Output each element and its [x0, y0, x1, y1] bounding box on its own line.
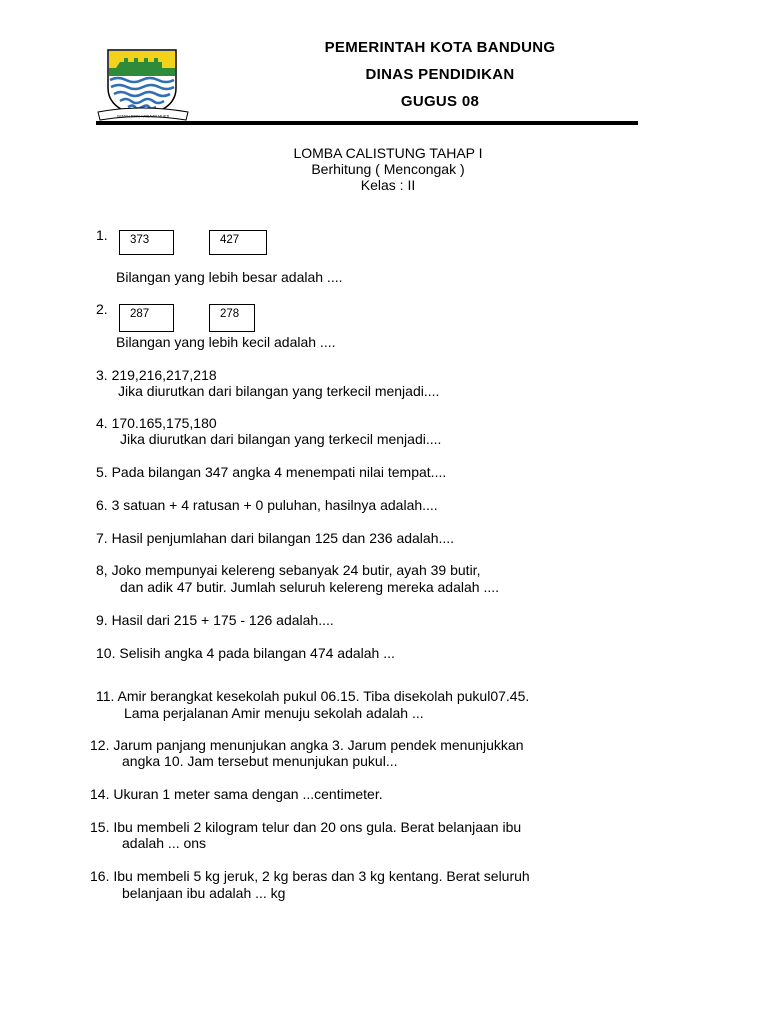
q1-text: Bilangan yang lebih besar adalah .... [116, 269, 343, 285]
q16-line-2: belanjaan ibu adalah ... kg [122, 885, 286, 901]
header-line-1: PEMERINTAH KOTA BANDUNG [324, 39, 556, 56]
q3-line-2: Jika diurutkan dari bilangan yang terkecil menjadi.... [118, 383, 440, 399]
emblem-motto: GEMAH RIPAH WIBAWA MUKTI [116, 114, 170, 119]
title-line-1: LOMBA CALISTUNG TAHAP I [293, 145, 483, 161]
q9-text: 9. Hasil dari 215 + 175 - 126 adalah.... [96, 612, 334, 628]
q11-line-1: 11. Amir berangkat kesekolah pukul 06.15. Tiba disekolah pukul07.45. [96, 688, 530, 704]
q2-number: 2. [96, 301, 108, 317]
q4-line-2: Jika diurutkan dari bilangan yang terkecil menjadi.... [120, 431, 442, 447]
q6-text: 6. 3 satuan + 4 ratusan + 0 puluhan, hasilnya adalah.... [96, 497, 438, 513]
q12-line-2: angka 10. Jam tersebut menunjukan pukul... [122, 753, 398, 769]
q7-text: 7. Hasil penjumlahan dari bilangan 125 dan 236 adalah.... [96, 530, 455, 546]
q1-box-a: 373 [119, 230, 174, 255]
header-line-3: GUGUS 08 [400, 93, 480, 110]
q16-line-1: 16. Ibu membeli 5 kg jeruk, 2 kg beras dan 3 kg kentang. Berat seluruh [90, 868, 530, 884]
q4-line-1: 4. 170.165,175,180 [96, 415, 217, 431]
q15-line-1: 15. Ibu membeli 2 kilogram telur dan 20 ons gula. Berat belanjaan ibu [90, 819, 522, 835]
q8-line-1: 8, Joko mempunyai kelereng sebanyak 24 butir, ayah 39 butir, [96, 562, 481, 578]
q14-text: 14. Ukuran 1 meter sama dengan ...centimeter. [90, 786, 383, 802]
header-line-2: DINAS PENDIDIKAN [365, 66, 515, 83]
q2-text: Bilangan yang lebih kecil adalah .... [116, 334, 336, 350]
q15-line-2: adalah ... ons [122, 835, 207, 851]
header-divider [96, 121, 638, 125]
q2-box-b: 278 [209, 304, 255, 332]
city-emblem-logo [96, 44, 190, 126]
q12-line-1: 12. Jarum panjang menunjukan angka 3. Jarum pendek menunjukkan [90, 737, 524, 753]
q1-box-b: 427 [209, 230, 267, 255]
q11-line-2: Lama perjalanan Amir menuju sekolah adalah ... [124, 705, 424, 721]
q10-text: 10. Selisih angka 4 pada bilangan 474 adalah ... [96, 645, 395, 661]
title-line-3: Kelas : II [360, 177, 416, 193]
q2-box-a: 287 [119, 304, 174, 332]
title-line-2: Berhitung ( Mencongak ) [311, 161, 465, 177]
q5-text: 5. Pada bilangan 347 angka 4 menempati nilai tempat.... [96, 464, 447, 480]
q8-line-2: dan adik 47 butir. Jumlah seluruh kelereng mereka adalah .... [120, 579, 500, 595]
q3-line-1: 3. 219,216,217,218 [96, 367, 217, 383]
q1-number: 1. [96, 227, 108, 243]
